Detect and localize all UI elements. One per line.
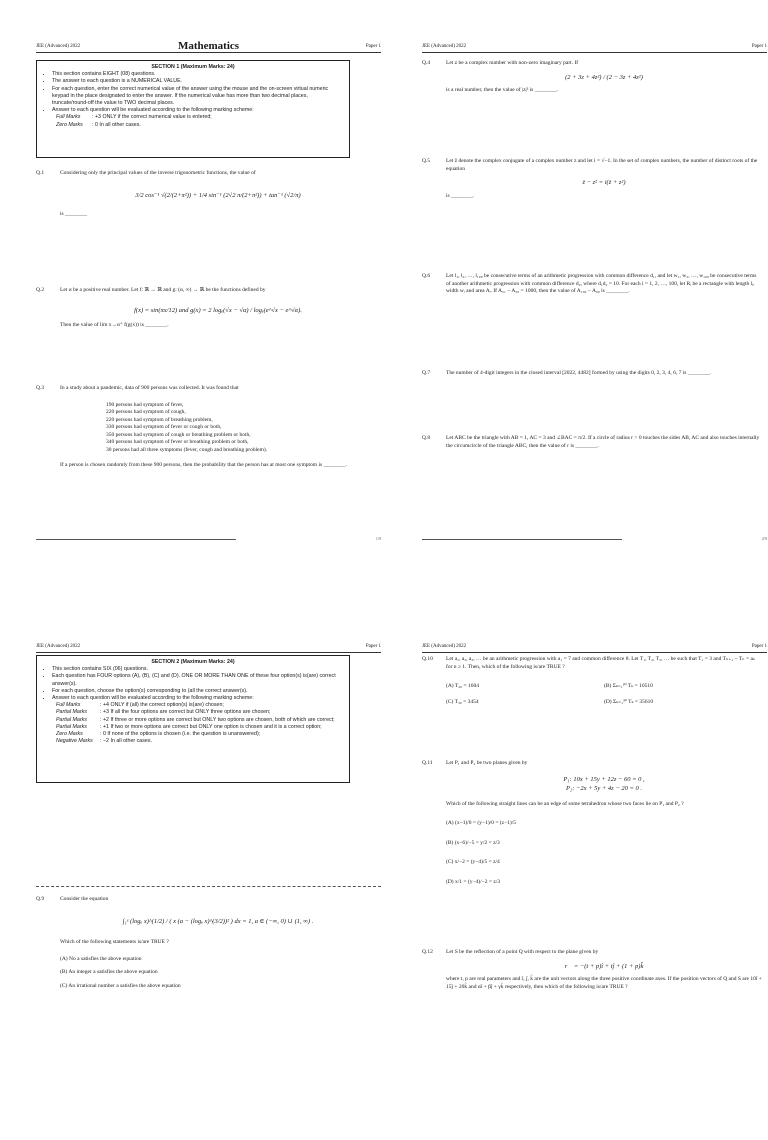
option-b[interactable]: (B) An integer a satisfies the above equation xyxy=(60,969,158,975)
page-1 xyxy=(36,40,381,540)
question-text: Let P₁ and P₂ be two planes given by xyxy=(446,760,528,766)
page-number: 1/9 xyxy=(375,536,381,541)
page-3 xyxy=(36,640,381,1140)
question-formula: r⃗ = −(t + p)î + tĵ + (1 + p)k̂ xyxy=(564,962,644,970)
marks-label: Zero Marks xyxy=(56,731,83,738)
section-1-instructions xyxy=(36,60,350,158)
section-2-instructions xyxy=(36,655,350,783)
footer-rule xyxy=(36,539,236,540)
instruction-item: • Answer to each question will be evaluated according to the following marking scheme: xyxy=(52,695,343,702)
header-exam: JEE (Advanced) 2022 xyxy=(36,44,81,49)
question-number: Q.6 xyxy=(422,273,431,279)
header-paper: Paper 1 xyxy=(751,644,767,649)
question-text: Consider the equation xyxy=(60,896,109,902)
marks-label: Full Marks xyxy=(56,114,81,121)
option-a[interactable]: (A) (x−1)/0 = (y−1)/0 = (z−1)/5 xyxy=(446,820,517,826)
symptom-item: 220 persons had symptom of breathing problem, xyxy=(106,416,213,423)
marks-value: : +3 ONLY if the correct numerical value is entered; xyxy=(92,114,212,121)
page-4 xyxy=(422,640,767,1140)
question-text: Let α be a positive real number. Let f: ℝ → ℝ and g: (α, ∞) → ℝ be the functions defined by xyxy=(60,287,266,293)
marks-value: : +2 If three or more options are correct but ONLY two options are chosen, both of which are correct; xyxy=(100,716,335,723)
marks-label: Zero Marks xyxy=(56,121,83,128)
symptom-list xyxy=(106,402,376,455)
question-5 xyxy=(422,158,762,200)
plane-p2: P₂: −2x + 5y + 4z − 20 = 0 . xyxy=(565,785,642,792)
question-text: Let ABC be the triangle with AB = 1, AC = 3 and ∠BAC = π/2. If a circle of radius r > 0 touches the sides AB, AC and also touches internally the circumcircle of the triangle ABC, then the value of r is ________. xyxy=(446,435,760,449)
question-4 xyxy=(422,60,762,95)
symptom-item: 30 persons had all three symptoms (fever, cough and breathing problem). xyxy=(106,446,268,453)
question-formula: f(x) = sin(πx/12) and g(x) = 2 logₑ(√x − √α) / logₑ(e^√x − e^√α). xyxy=(134,306,302,314)
question-text: Considering only the principal values of the inverse trigonometric functions, the value of xyxy=(60,170,256,176)
question-prompt: Which of the following statements is/are TRUE ? xyxy=(60,939,169,945)
answer-blank[interactable]: If a person is chosen randomly from these 900 persons, then the probability that the person has at most one symptom is ________. xyxy=(60,462,347,468)
instruction-item: • The answer to each question is a NUMERICAL VALUE. xyxy=(52,78,343,85)
option-c[interactable]: (C) T₃₀ = 3454 xyxy=(446,698,479,705)
marks-value: : +3 If all the four options are correct but ONLY three options are chosen; xyxy=(100,709,271,716)
option-d[interactable]: (D) Σₖ₌₁³⁰ Tₖ = 35610 xyxy=(604,698,654,705)
question-formula: 3/2 cos⁻¹ √(2/(2+π²)) + 1/4 sin⁻¹ (2√2 π/(2+π²)) + tan⁻¹ (√2/π) xyxy=(135,191,301,199)
question-text: Let z̄ denote the complex conjugate of a complex number z and let i = √−1. In the set of complex numbers, the number of distinct roots of the equation xyxy=(446,158,758,172)
answer-blank[interactable]: is a real number, then the value of |z|² is ________. xyxy=(446,87,559,93)
question-number: Q.7 xyxy=(422,370,431,376)
separator xyxy=(36,886,381,887)
question-prompt: Which of the following straight lines can be an edge of some tetrahedron whose two faces lie on P₁ and P₂ ? xyxy=(446,800,684,807)
marks-value: : +1 If two or more options are correct but ONLY one option is chosen and it is a correct option; xyxy=(100,723,322,730)
question-2 xyxy=(36,287,376,330)
instruction-item: • For each question, enter the correct numerical value of the answer using the mouse and the on-screen virtual numeric keypad in the place designated to enter the answer. If the numerical value has more than two decimal places, truncate/round-off the value to TWO decimal places. xyxy=(52,86,343,108)
option-b[interactable]: (B) (x−6)/−5 = y/2 = z/3 xyxy=(446,839,500,846)
instruction-item: • For each question, choose the option(s) corresponding to (all the correct answer(s). xyxy=(52,688,343,695)
symptom-item: 350 persons had symptom of cough or breathing problem or both, xyxy=(106,431,251,438)
option-a[interactable]: (A) T₂₀ = 1604 xyxy=(446,683,479,689)
question-12 xyxy=(422,949,762,991)
question-text: Let a₁, a₂, a₃, … be an arithmetic progression with a₁ = 7 and common difference 8. Let T₁, T₂, T₃, … be such that T₁ = 3 and Tₙ₊₁ − Tₙ = aₙ for n ≥ 1. Then, which of the following is/are TRUE ? xyxy=(446,656,756,670)
question-11 xyxy=(422,760,762,886)
footer-rule xyxy=(422,539,622,540)
symptom-item: 220 persons had symptom of cough, xyxy=(106,409,186,415)
header-paper: Paper 1 xyxy=(365,644,381,649)
section-title: SECTION 2 (Maximum Marks: 24) xyxy=(151,659,235,665)
question-number: Q.4 xyxy=(422,60,431,66)
question-number: Q.5 xyxy=(422,158,431,164)
answer-blank[interactable]: Then the value of lim x→α⁺ f(g(x)) is ________. xyxy=(60,322,169,328)
question-6 xyxy=(422,273,762,296)
header-exam: JEE (Advanced) 2022 xyxy=(422,644,467,649)
marks-label: Partial Marks xyxy=(56,716,87,723)
header-rule xyxy=(422,652,767,653)
marks-value: : +4 ONLY if (all) the correct option(s) is(are) chosen; xyxy=(100,702,224,709)
marks-label: Full Marks xyxy=(56,702,81,709)
header-paper: Paper 1 xyxy=(751,44,767,49)
instruction-item: • Answer to each question will be evaluated according to the following marking scheme: xyxy=(52,107,343,114)
question-number: Q.10 xyxy=(422,656,433,662)
header-exam: JEE (Advanced) 2022 xyxy=(36,644,81,649)
question-text: Let S be the reflection of a point Q with respect to the plane given by xyxy=(446,949,599,955)
page-2 xyxy=(422,40,767,540)
marks-value: : 0 If none of the options is chosen (i.e. the question is unanswered); xyxy=(100,731,261,738)
question-text: Let z be a complex number with non-zero imaginary part. If xyxy=(446,60,579,66)
question-number: Q.11 xyxy=(422,760,433,766)
question-number: Q.9 xyxy=(36,896,45,902)
question-number: Q.12 xyxy=(422,949,433,955)
instruction-item: • This section contains EIGHT (08) questions. xyxy=(52,71,343,78)
subject-title: Mathematics xyxy=(177,40,240,52)
header-rule xyxy=(36,652,381,653)
marks-value: : −2 In all other cases. xyxy=(100,738,152,745)
marks-label: Partial Marks xyxy=(56,709,87,716)
question-number: Q.3 xyxy=(36,385,45,391)
option-b[interactable]: (B) Σₖ₌₁²⁰ Tₖ = 10510 xyxy=(604,683,653,689)
instruction-item: • Each question has FOUR options (A), (B), (C) and (D). ONE OR MORE THAN ONE of these four option(s) is(are) correct answer(s). xyxy=(52,673,343,687)
question-prompt: where t, p are real parameters and î, ĵ, k̂ are the unit vectors along the three positive coordinate axes. If the position vectors of Q and S are 10î + 15ĵ + 20k̂ and αî + βĵ + γk̂ respectively, then which of the following is/are TRUE ? xyxy=(446,976,762,990)
marks-value: : 0 In all other cases. xyxy=(92,121,141,128)
question-8 xyxy=(422,435,762,450)
question-formula: ∫₁ᵉ (logₑ x)^(1/2) / ( x (a − (logₑ x)^(3/2))² ) dx = 1, a ∈ (−∞, 0) ∪ (1, ∞) . xyxy=(122,917,314,925)
marks-label: Partial Marks xyxy=(56,723,87,730)
marks-label: Negative Marks xyxy=(56,738,93,745)
question-text: In a study about a pandemic, data of 900 persons was collected. It was found that xyxy=(60,385,239,391)
section-title: SECTION 1 (Maximum Marks: 24) xyxy=(151,64,235,70)
question-number: Q.8 xyxy=(422,435,431,441)
question-7 xyxy=(422,370,762,378)
option-c[interactable]: (C) An irrational number a satisfies the above equation xyxy=(60,982,181,989)
option-d[interactable]: (D) x/1 = (y−4)/−2 = z/3 xyxy=(446,878,501,885)
question-number: Q.2 xyxy=(36,287,45,293)
question-10 xyxy=(422,656,762,706)
question-text: Let l₁, l₂, …, l₁₀₀ be consecutive terms of an arithmetic progression with common difference d₁, and let w₁, w₂, …, w₁₀₀ be consecutive terms of another arithmetic progression with common difference d₂, where d₁d₂ = 10. For each i = 1, 2, …, 100, let Rᵢ be a rectangle with length lᵢ, width wᵢ and area Aᵢ. If A₅₁ − A₅₀ = 1000, then the value of A₁₀₀ − A₉₀ is ________. xyxy=(446,273,757,294)
question-formula: z̄ − z² = i(z̄ + z²) xyxy=(582,179,626,186)
question-3 xyxy=(36,385,376,470)
header-paper: Paper 1 xyxy=(365,44,381,49)
answer-blank[interactable]: is ________ xyxy=(60,211,88,217)
header-exam: JEE (Advanced) 2022 xyxy=(422,44,467,49)
symptom-item: 330 persons had symptom of fever or cough or both, xyxy=(106,424,222,430)
question-9 xyxy=(36,896,376,990)
instruction-item: • This section contains SIX (06) questions. xyxy=(52,666,343,673)
symptom-item: 340 persons had symptom of fever or breathing problem or both, xyxy=(106,439,249,445)
question-1 xyxy=(36,170,376,219)
question-text: The number of 4-digit integers in the closed interval [2022, 4482] formed by using the digits 0, 2, 3, 4, 6, 7 is ________. xyxy=(446,370,712,376)
question-formula: (2 + 3z + 4z²) / (2 − 3z + 4z²) xyxy=(565,73,643,81)
option-c[interactable]: (C) x/−2 = (y−4)/5 = z/4 xyxy=(446,859,500,865)
plane-p1: P₁: 10x + 15y + 12z − 60 = 0 , xyxy=(563,775,645,783)
answer-blank[interactable]: is ________. xyxy=(446,192,475,199)
page-number: 2/9 xyxy=(761,536,767,541)
question-number: Q.1 xyxy=(36,170,45,176)
header-rule xyxy=(422,52,767,53)
option-a[interactable]: (A) No a satisfies the above equation xyxy=(60,955,142,962)
header-rule xyxy=(36,52,381,53)
symptom-item: 190 persons had symptom of fever, xyxy=(106,401,184,408)
